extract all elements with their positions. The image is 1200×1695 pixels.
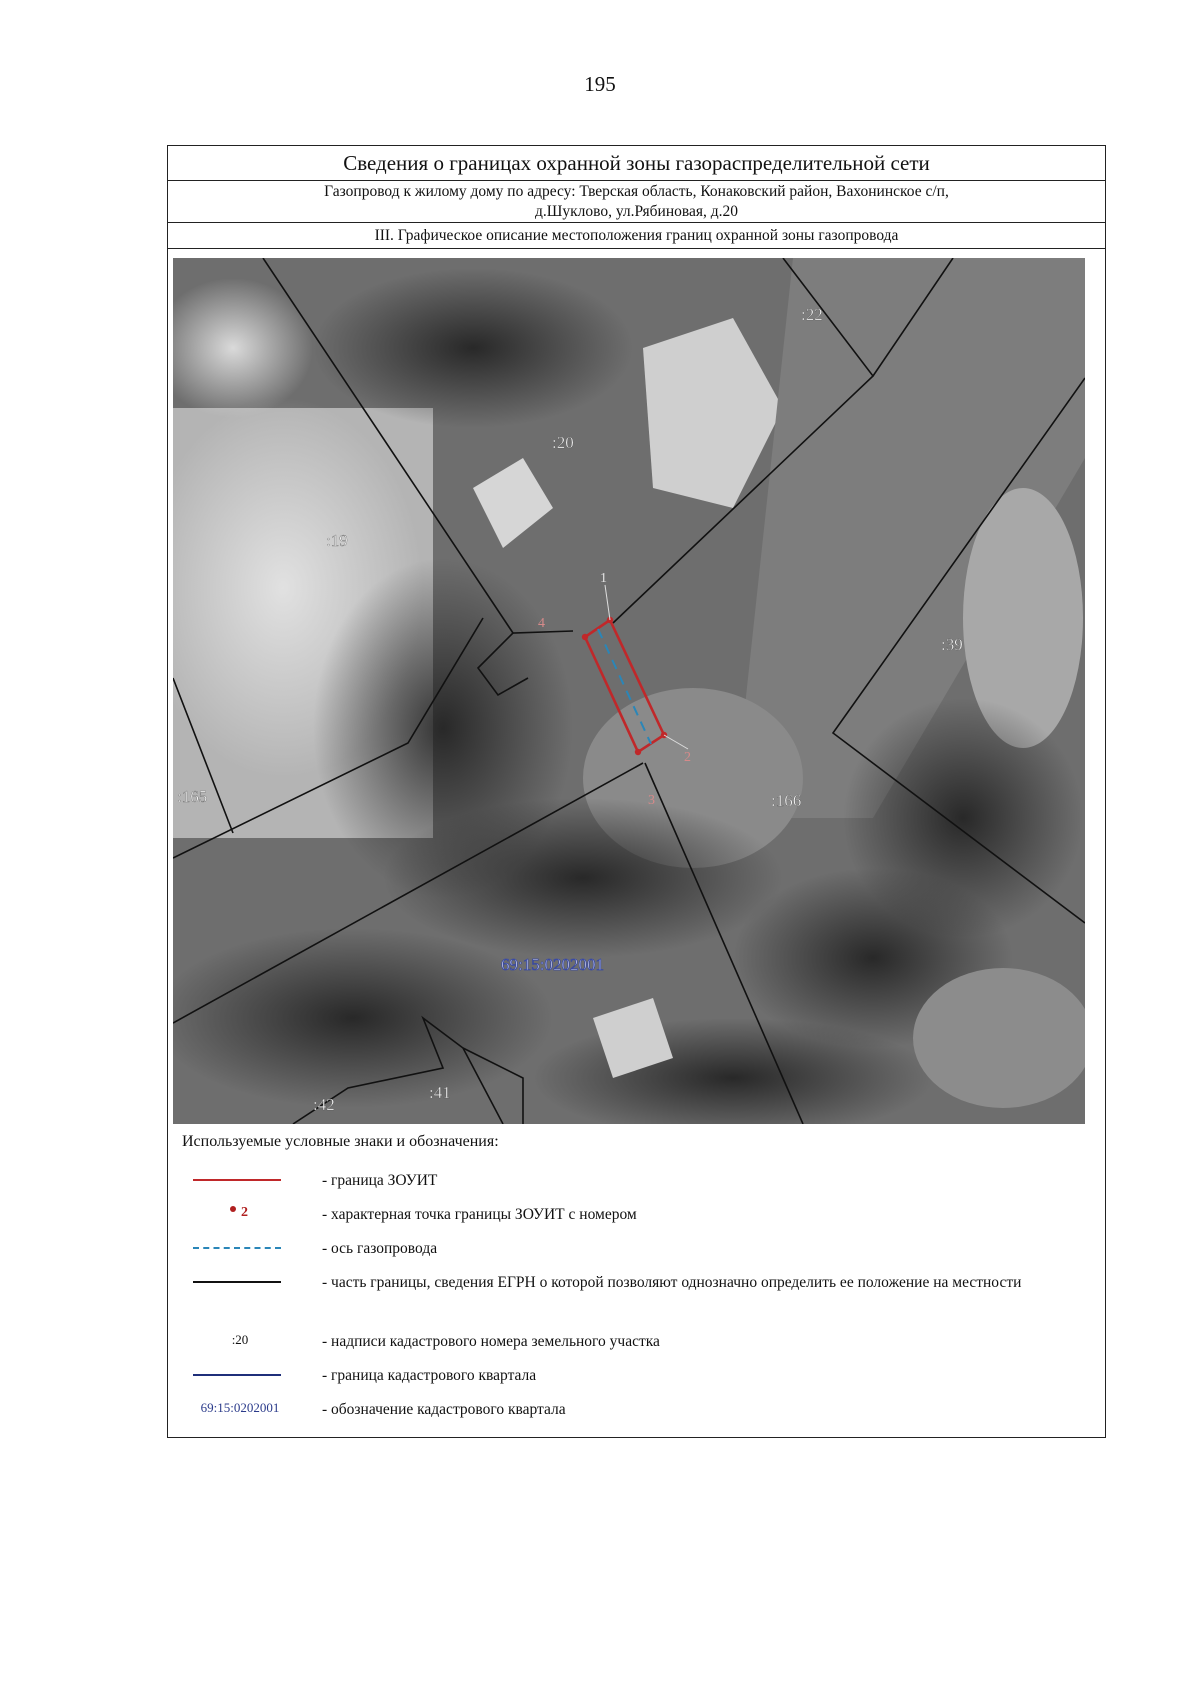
- section-title: III. Графическое описание местоположения границ охранной зоны газопровода: [168, 223, 1105, 249]
- object-description-line-1: Газопровод к жилому дому по адресу: Тверская область, Конаковский район, Вахонинское с/п,: [324, 183, 949, 200]
- legend-symbol-parcel-label: [178, 1330, 288, 1352]
- legend-text: - граница ЗОУИТ: [322, 1172, 438, 1189]
- page-number: 195: [584, 72, 616, 96]
- parcel-label-20: :20: [552, 433, 574, 452]
- parcel-label-41: :41: [429, 1083, 451, 1102]
- point-label-4: 4: [538, 616, 545, 631]
- legend-text: - характерная точка границы ЗОУИТ с номером: [322, 1206, 637, 1223]
- legend-symbol-text: 2: [241, 1205, 248, 1220]
- zone-point-3: [635, 749, 641, 755]
- parcel-label-166: :166: [771, 791, 802, 810]
- legend-symbol-blue-dashed-line: [178, 1237, 288, 1259]
- legend-symbol-red-point: [178, 1203, 288, 1225]
- legend-symbol-text: 69:15:0202001: [200, 1400, 280, 1415]
- legend-text: - обозначение кадастрового квартала: [322, 1401, 566, 1418]
- aerial-map: [173, 258, 1085, 1124]
- legend-symbol-navy-line: [178, 1364, 288, 1386]
- legend-symbol-quarter-label: [178, 1398, 288, 1420]
- legend-symbol-red-line: [178, 1169, 288, 1191]
- document-title: Сведения о границах охранной зоны газораспределительной сети: [168, 146, 1105, 181]
- quarter-label: 69:15:0202001: [501, 955, 604, 974]
- map-canvas: [173, 258, 1085, 1124]
- parcel-label-19: :19: [326, 531, 348, 550]
- legend-title: Используемые условные знаки и обозначения:: [182, 1133, 499, 1150]
- document-frame: [167, 145, 1106, 1438]
- parcel-label-165: :165: [177, 787, 208, 806]
- point-label-2: 2: [684, 750, 691, 765]
- legend-text: - ось газопровода: [322, 1240, 438, 1257]
- legend-text: - часть границы, сведения ЕГРН о которой позволяют однозначно определить ее положение на местности: [322, 1274, 1022, 1291]
- point-label-1: 1: [600, 571, 607, 586]
- parcel-label-22: :22: [801, 305, 823, 324]
- parcel-label-39: :39: [941, 635, 963, 654]
- object-description-line-2: д.Шуклово, ул.Рябиновая, д.20: [534, 203, 739, 220]
- legend-symbol-text: :20: [231, 1332, 249, 1347]
- legend-text: - граница кадастрового квартала: [322, 1367, 537, 1384]
- legend-text: - надписи кадастрового номера земельного участка: [322, 1333, 660, 1350]
- parcel-label-42: :42: [313, 1095, 335, 1114]
- point-dot-icon: [230, 1206, 236, 1212]
- legend-symbol-black-line: [178, 1271, 288, 1293]
- point-label-3: 3: [648, 793, 655, 808]
- object-description: [168, 181, 1105, 223]
- zone-point-4: [582, 634, 588, 640]
